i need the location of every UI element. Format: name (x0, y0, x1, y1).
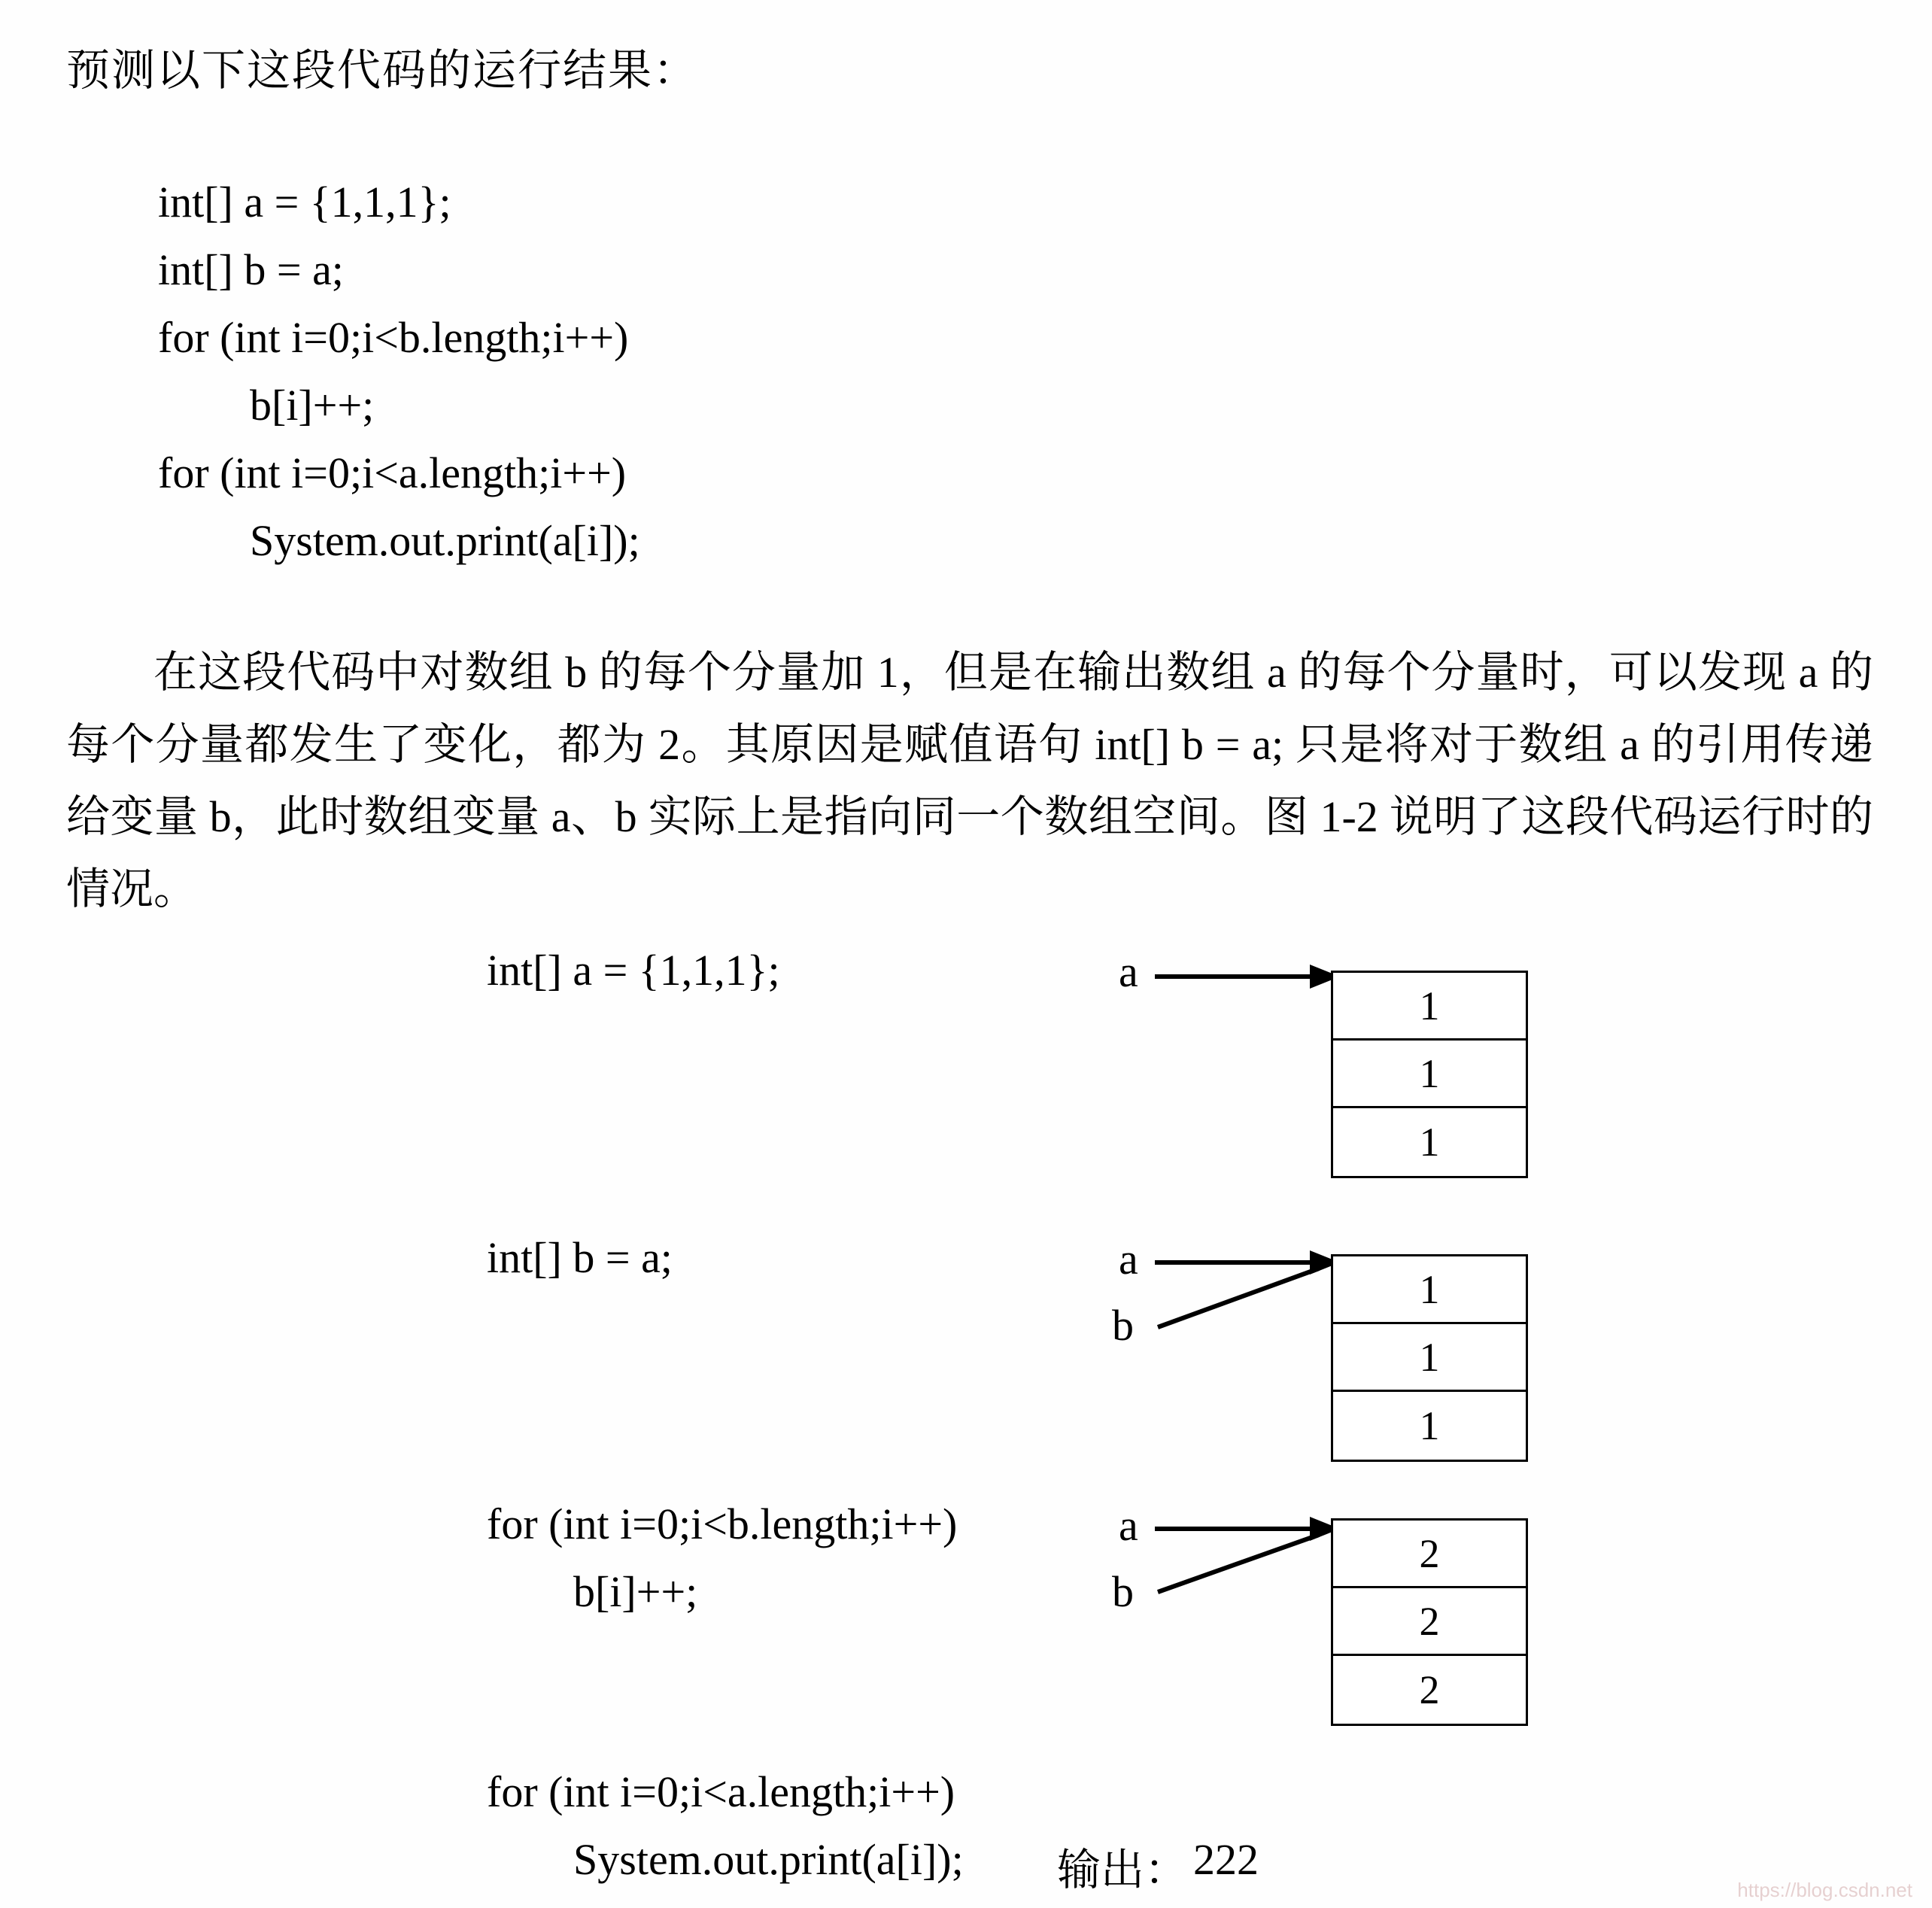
pointer-label-a: a (1119, 1501, 1138, 1550)
output-value: 222 (1193, 1835, 1259, 1884)
array-cell: 2 (1333, 1521, 1526, 1588)
figure-code-line: b[i]++; (573, 1567, 698, 1616)
pointer-label-b: b (1112, 1301, 1134, 1350)
code-line: int[] a = {1,1,1}; (158, 178, 451, 226)
pointer-label-a: a (1119, 947, 1138, 996)
array-cell: 2 (1333, 1588, 1526, 1656)
explanation-paragraph: 在这段代码中对数组 b 的每个分量加 1，但是在输出数组 a 的每个分量时，可以发现 a 的每个分量都发生了变化，都为 2。其原因是赋值语句 int[] b = a; 只是将对于数组 a 的引用传递给变量 b，此时数组变量 a、b 实际上是指向同一个数组空间。图 1-2 说明了这段代码运行时的情况。 (66, 648, 1873, 913)
page-title: 预测以下这段代码的运行结果： (66, 46, 699, 95)
figure-code-line: System.out.print(a[i]); (573, 1835, 964, 1884)
code-line: b[i]++; (250, 381, 375, 430)
code-line: for (int i=0;i<b.length;i++) (158, 313, 629, 362)
code-line: int[] b = a; (158, 245, 344, 294)
output-label: 输出： (1057, 1846, 1189, 1894)
array-box (1331, 971, 1528, 1178)
figure-code-line: int[] a = {1,1,1}; (487, 946, 780, 995)
watermark: https://blog.csdn.net (1737, 1879, 1912, 1901)
array-cell: 1 (1333, 1041, 1526, 1108)
figure-code-line: for (int i=0;i<a.length;i++) (487, 1767, 955, 1816)
arrows-a-b-to-array-icon (1153, 1506, 1341, 1612)
array-cell: 1 (1333, 1324, 1526, 1392)
array-box (1331, 1254, 1528, 1462)
array-cell: 2 (1419, 1667, 1440, 1712)
array-cell: 1 (1333, 973, 1526, 1041)
array-cell: 1 (1419, 1403, 1440, 1448)
pointer-label-b: b (1112, 1567, 1134, 1616)
array-cell: 1 (1333, 1256, 1526, 1324)
code-line: System.out.print(a[i]); (250, 516, 640, 565)
array-cell: 1 (1419, 1120, 1440, 1165)
arrows-a-b-to-array-icon (1153, 1240, 1341, 1345)
pointer-label-a: a (1119, 1235, 1138, 1284)
array-box (1331, 1518, 1528, 1726)
figure-code-line: int[] b = a; (487, 1233, 673, 1282)
code-block (158, 169, 640, 575)
code-line: for (int i=0;i<a.length;i++) (158, 448, 627, 497)
arrow-a-to-array-icon (1153, 952, 1341, 1001)
figure-code-line: for (int i=0;i<b.length;i++) (487, 1499, 958, 1548)
